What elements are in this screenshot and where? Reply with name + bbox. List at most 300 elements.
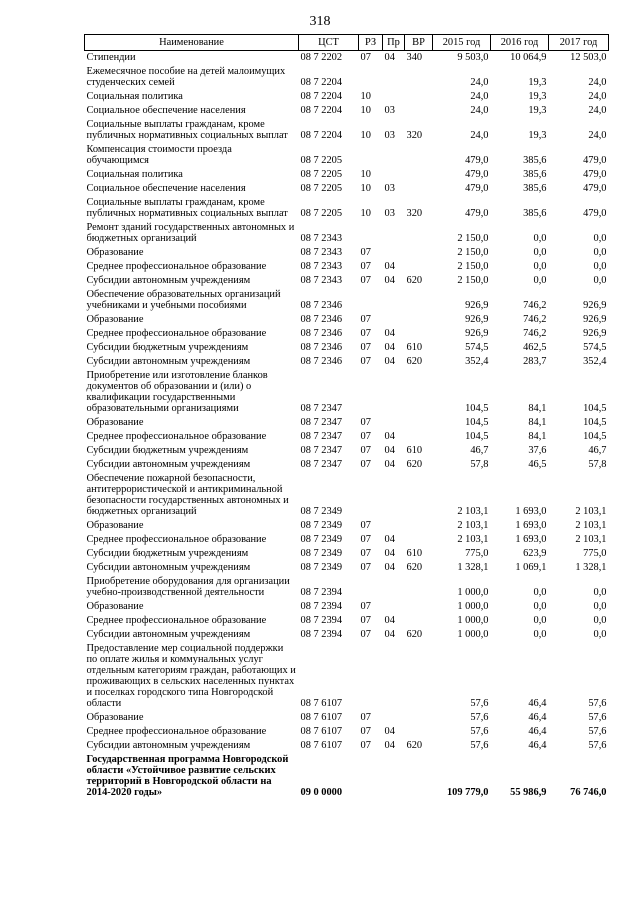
row-value-2017: 104,5 [583,431,607,442]
row-name: Обеспечение образовательных организаций учебниками и учебными пособиями [86,289,281,311]
row-vr [405,182,433,196]
row-name: Социальные выплаты гражданам, кроме публичных нормативных социальных выплат [86,119,288,141]
row-value-2015: 775,0 [465,548,489,559]
row-value-2016: 19,3 [528,130,547,141]
row-value-2016: 46,5 [528,459,547,470]
row-rz: 07 [360,562,371,573]
row-value-2017: 926,9 [583,300,607,311]
row-value-2015: 57,6 [470,712,489,723]
row-value-2016: 46,4 [528,712,547,723]
table-row [85,246,609,260]
row-value-2017: 1 328,1 [575,562,607,573]
table-row [85,221,609,246]
row-value-2017: 2 103,1 [575,520,607,531]
row-pr: 03 [384,183,395,194]
table-row [85,416,609,430]
row-rz [359,65,383,90]
row-value-2017: 104,5 [583,417,607,428]
row-value-2016: 385,6 [523,169,547,180]
row-value-2016: 0,0 [533,247,547,258]
row-rz [359,472,383,519]
row-value-2015: 926,9 [465,300,489,311]
row-rz: 07 [360,712,371,723]
row-rz: 07 [360,615,371,626]
row-pr [383,472,405,519]
row-rz: 10 [360,183,371,194]
row-pr [383,416,405,430]
row-value-2017: 0,0 [593,601,607,612]
row-pr: 04 [384,445,395,456]
row-rz [359,143,383,168]
row-cst: 08 7 2394 [300,615,343,626]
header-pr: Пр [383,35,405,51]
row-value-2016: 19,3 [528,77,547,88]
row-pr: 04 [384,328,395,339]
row-name: Приобретение оборудования для организации учебно-производственной деятельности [86,576,290,598]
row-vr: 610 [406,548,423,559]
row-value-2015: 2 103,1 [457,520,489,531]
table-row [85,472,609,519]
row-cst: 08 7 2204 [300,77,343,88]
row-name: Стипендии [86,52,136,63]
row-value-2015: 2 103,1 [457,506,489,517]
row-pr: 04 [384,275,395,286]
row-cst: 08 7 2205 [300,169,343,180]
row-pr [383,65,405,90]
row-pr: 04 [384,740,395,751]
row-rz: 10 [360,208,371,219]
table-body [85,51,609,801]
row-rz [359,642,383,711]
row-value-2016: 0,0 [533,233,547,244]
row-vr [405,288,433,313]
row-cst: 08 7 2346 [300,356,343,367]
row-vr [405,614,433,628]
row-rz: 07 [360,356,371,367]
row-cst: 08 7 2347 [300,445,343,456]
row-cst: 08 7 2349 [300,520,343,531]
row-pr [383,221,405,246]
row-rz: 10 [360,130,371,141]
row-name: Среднее профессиональное образование [86,261,267,272]
row-value-2015: 2 150,0 [457,247,489,258]
row-name: Ежемесячное пособие на детей малоимущих студенческих семей [86,66,286,88]
row-cst: 08 7 2349 [300,562,343,573]
row-value-2017: 57,8 [588,459,607,470]
row-name: Субсидии автономным учреждениям [86,562,251,573]
row-rz: 07 [360,726,371,737]
row-value-2016: 84,1 [528,403,547,414]
row-value-2017: 926,9 [583,314,607,325]
row-value-2015: 104,5 [465,431,489,442]
row-pr [383,168,405,182]
page-number: 318 [309,14,331,29]
row-value-2015: 926,9 [465,328,489,339]
row-value-2015: 24,0 [470,130,489,141]
row-pr: 04 [384,534,395,545]
table-row [85,547,609,561]
row-value-2016: 0,0 [533,615,547,626]
table-row [85,90,609,104]
row-value-2016: 55 986,9 [510,787,547,798]
table-row [85,533,609,547]
row-vr [405,753,433,800]
row-cst: 08 7 2205 [300,208,343,219]
row-vr [405,600,433,614]
table-row [85,274,609,288]
row-vr [405,168,433,182]
row-name: Социальная политика [86,91,183,102]
row-rz: 07 [360,629,371,640]
row-vr [405,369,433,416]
row-vr [405,90,433,104]
row-value-2015: 104,5 [465,417,489,428]
row-value-2016: 19,3 [528,91,547,102]
table-row [85,182,609,196]
row-pr [383,313,405,327]
row-value-2016: 1 693,0 [515,506,547,517]
row-vr: 320 [406,130,423,141]
row-name: Образование [86,712,144,723]
row-rz: 07 [360,520,371,531]
table-row [85,51,609,66]
row-name: Среднее профессиональное образование [86,615,267,626]
row-value-2015: 479,0 [465,183,489,194]
row-value-2017: 57,6 [588,698,607,709]
row-value-2017: 479,0 [583,169,607,180]
row-pr: 04 [384,431,395,442]
row-cst: 08 7 6107 [300,698,343,709]
row-rz [359,369,383,416]
row-vr [405,519,433,533]
row-vr [405,327,433,341]
table-row [85,642,609,711]
row-value-2016: 385,6 [523,155,547,166]
row-cst: 08 7 2394 [300,587,343,598]
row-name: Образование [86,601,144,612]
row-vr [405,575,433,600]
row-rz: 07 [360,275,371,286]
row-vr: 320 [406,208,423,219]
row-cst: 08 7 2343 [300,247,343,258]
row-rz: 07 [360,328,371,339]
row-pr: 03 [384,105,395,116]
row-rz: 07 [360,548,371,559]
row-vr [405,472,433,519]
row-rz: 07 [360,740,371,751]
row-rz: 07 [360,459,371,470]
row-value-2015: 57,6 [470,726,489,737]
table-row [85,260,609,274]
row-value-2017: 12 503,0 [570,52,607,63]
row-pr: 03 [384,130,395,141]
row-value-2016: 84,1 [528,431,547,442]
row-name: Образование [86,314,144,325]
table-row [85,614,609,628]
row-pr [383,600,405,614]
row-name: Социальная политика [86,169,183,180]
header-name: Наименование [85,35,299,51]
table-row [85,575,609,600]
row-value-2016: 46,4 [528,698,547,709]
row-value-2017: 479,0 [583,155,607,166]
row-value-2016: 746,2 [523,314,547,325]
row-cst: 08 7 2346 [300,342,343,353]
header-vr: ВР [405,35,433,51]
table-row [85,369,609,416]
row-value-2015: 24,0 [470,91,489,102]
row-value-2016: 385,6 [523,208,547,219]
row-cst: 08 7 2204 [300,105,343,116]
row-cst: 08 7 2349 [300,548,343,559]
row-name: Субсидии бюджетным учреждениям [86,445,249,456]
row-pr: 04 [384,615,395,626]
row-value-2016: 1 693,0 [515,534,547,545]
row-rz: 07 [360,247,371,258]
row-name: Предоставление мер социальной поддержки по оплате жилья и коммунальных услуг отдельным категориям граждан, работающих и проживающих в сельских населенных пунктах и поселках городского типа Новгородской области [86,643,296,709]
row-vr [405,711,433,725]
row-value-2015: 104,5 [465,403,489,414]
row-value-2017: 0,0 [593,275,607,286]
row-value-2016: 283,7 [523,356,547,367]
row-value-2015: 479,0 [465,208,489,219]
row-value-2016: 46,4 [528,726,547,737]
row-name: Образование [86,417,144,428]
row-value-2016: 462,5 [523,342,547,353]
row-cst: 08 7 6107 [300,712,343,723]
row-value-2015: 1 000,0 [457,615,489,626]
row-value-2016: 84,1 [528,417,547,428]
row-value-2015: 24,0 [470,105,489,116]
row-pr: 04 [384,52,395,63]
row-name: Субсидии бюджетным учреждениям [86,548,249,559]
table-row [85,725,609,739]
row-pr [383,711,405,725]
row-value-2016: 385,6 [523,183,547,194]
row-value-2016: 0,0 [533,587,547,598]
row-name: Социальные выплаты гражданам, кроме публичных нормативных социальных выплат [86,197,288,219]
row-cst: 08 7 2394 [300,601,343,612]
row-rz [359,575,383,600]
row-value-2017: 775,0 [583,548,607,559]
row-pr: 04 [384,342,395,353]
table-row [85,168,609,182]
row-vr [405,246,433,260]
row-cst: 08 7 2204 [300,130,343,141]
row-value-2015: 926,9 [465,314,489,325]
row-cst: 08 7 2343 [300,275,343,286]
table-row [85,628,609,642]
row-value-2016: 0,0 [533,601,547,612]
budget-table [84,34,609,800]
row-cst: 08 7 2346 [300,314,343,325]
row-cst: 08 7 2349 [300,534,343,545]
row-value-2016: 46,4 [528,740,547,751]
row-name: Субсидии автономным учреждениям [86,459,251,470]
row-vr: 610 [406,342,423,353]
row-rz: 07 [360,534,371,545]
table-row [85,341,609,355]
row-rz: 07 [360,445,371,456]
row-value-2017: 574,5 [583,342,607,353]
row-name: Субсидии бюджетным учреждениям [86,342,249,353]
row-cst: 08 7 2349 [300,506,343,517]
row-cst: 09 0 0000 [300,787,343,798]
row-pr [383,369,405,416]
row-value-2016: 19,3 [528,105,547,116]
row-value-2016: 1 693,0 [515,520,547,531]
row-rz: 07 [360,601,371,612]
row-pr [383,575,405,600]
row-value-2015: 1 000,0 [457,587,489,598]
table-row [85,739,609,753]
row-value-2017: 0,0 [593,615,607,626]
row-value-2017: 76 746,0 [570,787,607,798]
row-value-2016: 746,2 [523,300,547,311]
row-value-2015: 2 103,1 [457,534,489,545]
row-value-2017: 352,4 [583,356,607,367]
row-cst: 08 7 2347 [300,459,343,470]
row-vr: 620 [406,629,423,640]
row-vr [405,313,433,327]
row-name: Социальное обеспечение населения [86,183,246,194]
table-row [85,458,609,472]
row-pr: 04 [384,459,395,470]
row-value-2017: 2 103,1 [575,506,607,517]
row-value-2016: 1 069,1 [515,562,547,573]
row-rz: 07 [360,52,371,63]
row-vr: 620 [406,275,423,286]
row-cst: 08 7 6107 [300,740,343,751]
row-value-2016: 0,0 [533,275,547,286]
row-value-2017: 926,9 [583,328,607,339]
row-name: Образование [86,247,144,258]
header-rz: РЗ [359,35,383,51]
row-cst: 08 7 2205 [300,155,343,166]
row-rz: 07 [360,314,371,325]
row-value-2017: 24,0 [588,91,607,102]
row-name: Среднее профессиональное образование [86,328,267,339]
row-pr [383,519,405,533]
row-name: Компенсация стоимости проезда обучающимся [86,144,232,166]
row-name: Субсидии автономным учреждениям [86,275,251,286]
row-value-2016: 37,6 [528,445,547,456]
row-value-2015: 479,0 [465,155,489,166]
row-cst: 08 7 2347 [300,431,343,442]
row-value-2015: 479,0 [465,169,489,180]
row-pr [383,143,405,168]
row-cst: 08 7 2343 [300,233,343,244]
row-name: Социальное обеспечение населения [86,105,246,116]
table-row [85,355,609,369]
header-2017: 2017 год [549,35,609,51]
row-vr [405,143,433,168]
table-row [85,753,609,800]
row-value-2017: 0,0 [593,233,607,244]
row-value-2016: 746,2 [523,328,547,339]
row-value-2016: 0,0 [533,629,547,640]
row-rz: 07 [360,417,371,428]
row-pr: 03 [384,208,395,219]
table-row [85,104,609,118]
row-name: Среднее профессиональное образование [86,431,267,442]
row-pr: 04 [384,726,395,737]
row-cst: 08 7 2343 [300,261,343,272]
row-rz [359,288,383,313]
table-row [85,600,609,614]
row-value-2015: 1 000,0 [457,601,489,612]
row-rz: 10 [360,91,371,102]
row-vr [405,260,433,274]
row-pr: 04 [384,356,395,367]
row-cst: 08 7 2346 [300,300,343,311]
row-vr [405,725,433,739]
row-rz: 07 [360,261,371,272]
table-row [85,444,609,458]
row-value-2015: 9 503,0 [457,52,489,63]
row-rz: 07 [360,342,371,353]
row-pr [383,753,405,800]
row-value-2015: 352,4 [465,356,489,367]
row-pr: 04 [384,548,395,559]
row-vr [405,416,433,430]
row-name: Субсидии автономным учреждениям [86,356,251,367]
row-value-2015: 46,7 [470,445,489,456]
table-row [85,196,609,221]
row-pr [383,90,405,104]
row-value-2015: 57,8 [470,459,489,470]
row-cst: 08 7 2347 [300,417,343,428]
table-row [85,561,609,575]
row-vr: 620 [406,459,423,470]
row-value-2017: 479,0 [583,183,607,194]
row-cst: 08 7 2204 [300,91,343,102]
row-rz: 10 [360,169,371,180]
table-row [85,118,609,143]
row-value-2017: 24,0 [588,77,607,88]
row-value-2017: 479,0 [583,208,607,219]
table-row [85,711,609,725]
row-value-2017: 104,5 [583,403,607,414]
row-pr [383,642,405,711]
row-vr [405,221,433,246]
row-cst: 08 7 2394 [300,629,343,640]
row-name: Среднее профессиональное образование [86,726,267,737]
row-cst: 08 7 6107 [300,726,343,737]
row-value-2017: 24,0 [588,105,607,116]
row-value-2017: 57,6 [588,712,607,723]
table-header-row [85,35,609,51]
table-row [85,143,609,168]
row-name: Образование [86,520,144,531]
row-vr: 610 [406,445,423,456]
row-cst: 08 7 2347 [300,403,343,414]
row-name: Обеспечение пожарной безопасности, антитеррористической и антикриминальной безопасности государственных автономных и бюджетных организаций [86,473,289,517]
row-cst: 08 7 2346 [300,328,343,339]
row-value-2015: 574,5 [465,342,489,353]
row-name: Субсидии автономным учреждениям [86,740,251,751]
row-rz: 10 [360,105,371,116]
row-vr: 620 [406,740,423,751]
row-vr: 620 [406,356,423,367]
row-value-2015: 1 000,0 [457,629,489,640]
row-rz [359,753,383,800]
table-row [85,430,609,444]
row-value-2015: 2 150,0 [457,275,489,286]
row-vr [405,430,433,444]
row-cst: 08 7 2205 [300,183,343,194]
row-vr: 620 [406,562,423,573]
